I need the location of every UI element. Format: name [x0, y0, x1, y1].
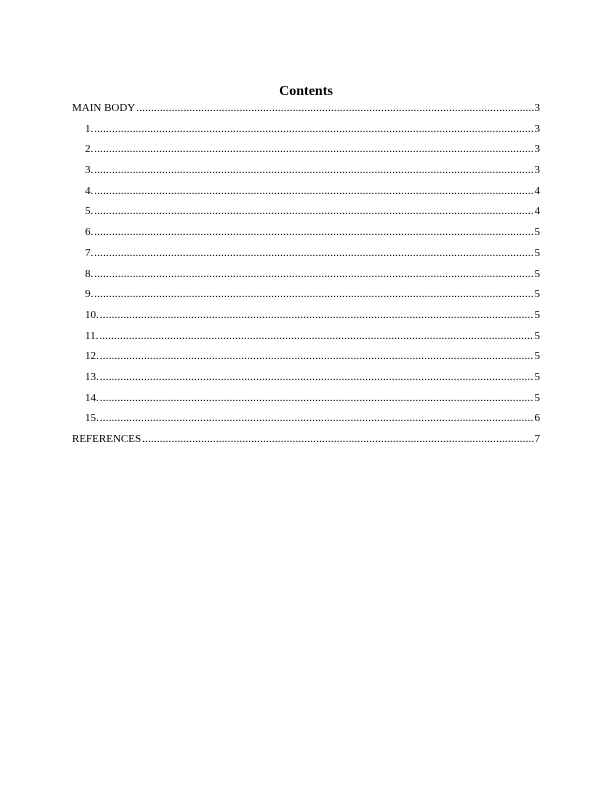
toc-entry-main-body[interactable] [72, 101, 540, 122]
toc-entry-label: 11. [85, 329, 99, 342]
toc-entry-label: MAIN BODY [72, 102, 136, 114]
toc-entry-page: 5 [534, 246, 540, 259]
toc-entry-label: 13. [85, 370, 99, 383]
toc-entry-page: 3 [534, 143, 540, 156]
toc-entry-label: 3. [85, 164, 94, 177]
toc-dot-leader [142, 432, 533, 446]
toc-dot-leader [100, 411, 534, 425]
toc-entry-page: 5 [534, 370, 540, 383]
toc-entry-1[interactable] [72, 122, 540, 143]
toc-entry-12[interactable] [72, 349, 540, 370]
toc-entry-label: 5. [85, 205, 94, 218]
toc-entry-13[interactable] [72, 370, 540, 391]
toc-entry-label: 6. [85, 226, 94, 239]
toc-entry-label: 8. [85, 267, 94, 280]
toc-entry-page: 5 [534, 329, 540, 342]
toc-dot-leader [100, 349, 534, 363]
toc-entry-page: 5 [534, 391, 540, 404]
toc-entry-label: 7. [85, 246, 94, 259]
toc-dot-leader [94, 184, 533, 198]
toc-entry-3[interactable] [72, 163, 540, 184]
toc-entry-references[interactable] [72, 432, 540, 453]
toc-entry-page: 3 [534, 164, 540, 177]
toc-dot-leader [99, 329, 533, 343]
toc-entry-8[interactable] [72, 267, 540, 288]
toc-entry-2[interactable] [72, 142, 540, 163]
toc-entry-5[interactable] [72, 204, 540, 225]
toc-entry-label: 1. [85, 122, 94, 135]
toc-entry-6[interactable] [72, 225, 540, 246]
toc-dot-leader [94, 246, 533, 260]
toc-entry-label: 14. [85, 391, 99, 404]
toc-entry-label: 12. [85, 350, 99, 363]
toc-dot-leader [100, 391, 534, 405]
toc-dot-leader [136, 101, 533, 115]
toc-entry-page: 3 [534, 102, 540, 114]
toc-dot-leader [94, 122, 533, 136]
toc-entry-page: 4 [534, 205, 540, 218]
toc-dot-leader [100, 308, 534, 322]
toc-dot-leader [94, 204, 533, 218]
toc-entry-page: 5 [534, 226, 540, 239]
toc-dot-leader [94, 163, 533, 177]
toc-entry-label: 2. [85, 143, 94, 156]
toc-entry-14[interactable] [72, 391, 540, 412]
toc-entry-page: 6 [534, 412, 540, 425]
toc-entry-label: 15. [85, 412, 99, 425]
toc-entry-7[interactable] [72, 246, 540, 267]
toc-entry-15[interactable] [72, 411, 540, 432]
toc-title: Contents [279, 84, 333, 99]
toc-entry-page: 7 [534, 433, 540, 445]
toc-entry-page: 3 [534, 122, 540, 135]
toc-entry-label: 4. [85, 184, 94, 197]
toc-entry-4[interactable] [72, 184, 540, 205]
toc-entry-page: 5 [534, 308, 540, 321]
toc-dot-leader [94, 225, 533, 239]
toc-entry-9[interactable] [72, 287, 540, 308]
toc-dot-leader [100, 370, 534, 384]
toc-entry-page: 4 [534, 184, 540, 197]
toc-entry-page: 5 [534, 350, 540, 363]
toc-dot-leader [94, 267, 533, 281]
table-of-contents [72, 101, 540, 453]
toc-entry-label: REFERENCES [72, 433, 142, 445]
toc-entry-label: 10. [85, 308, 99, 321]
toc-dot-leader [94, 142, 533, 156]
toc-entry-page: 5 [534, 267, 540, 280]
toc-entry-page: 5 [534, 288, 540, 301]
toc-entry-label: 9. [85, 288, 94, 301]
toc-dot-leader [94, 287, 533, 301]
toc-entry-11[interactable] [72, 329, 540, 350]
toc-entry-10[interactable] [72, 308, 540, 329]
